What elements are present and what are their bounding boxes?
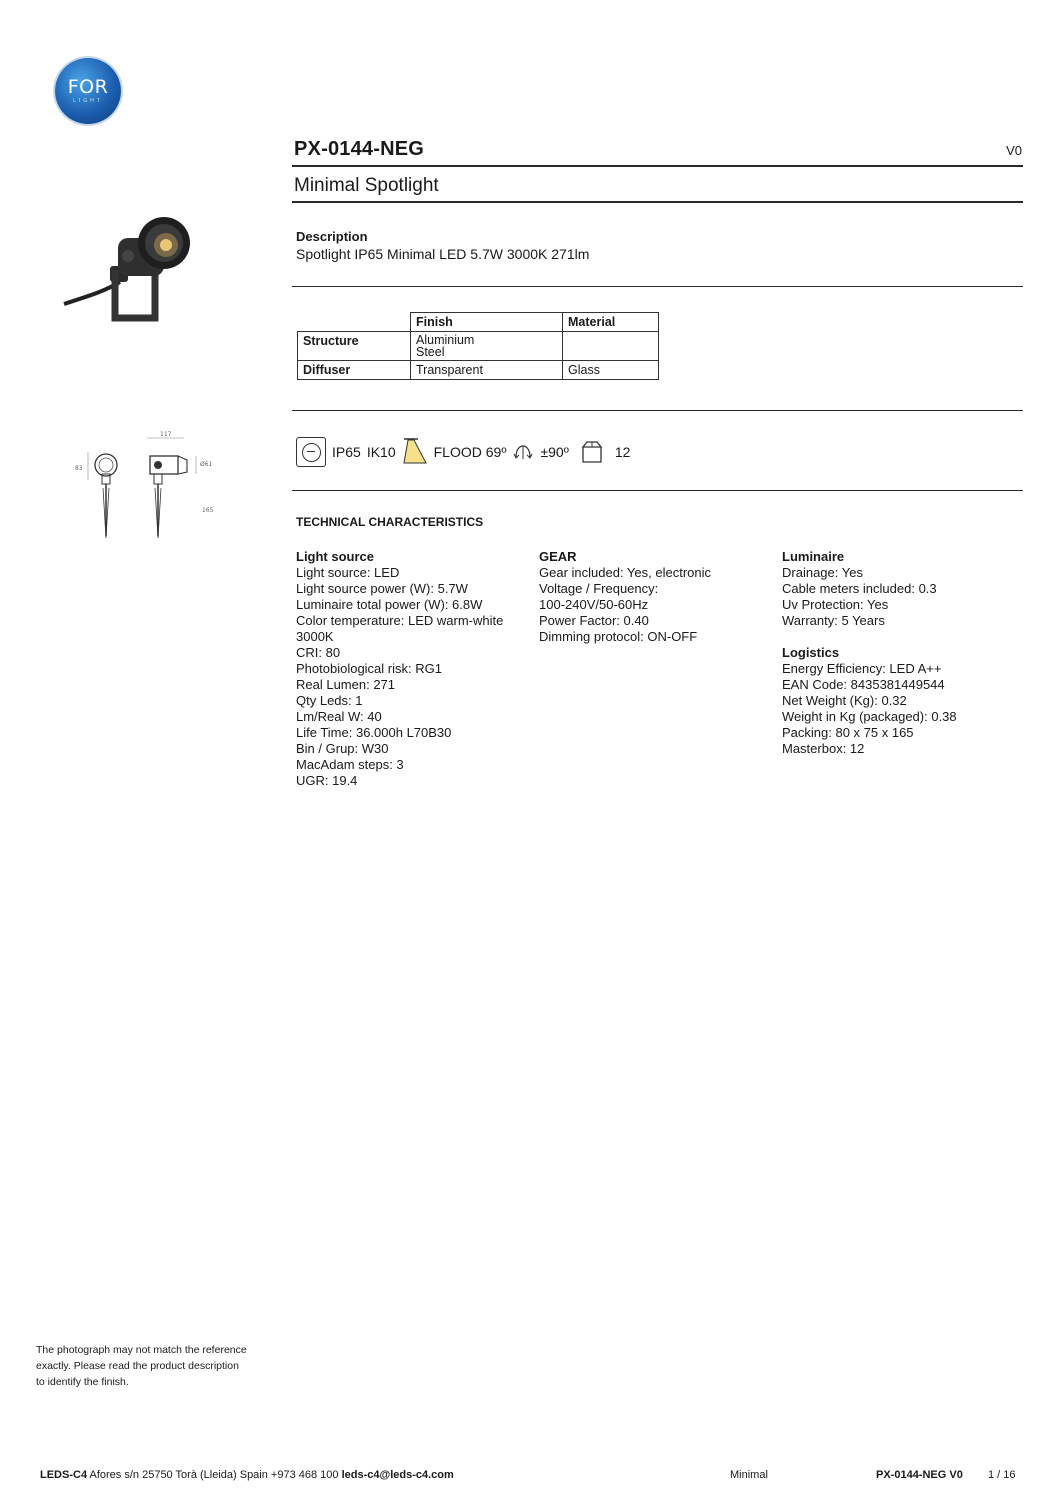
spec-line: Warranty: 5 Years: [782, 613, 885, 628]
flood-beam-icon: [402, 437, 428, 467]
dim-right: Ø61: [200, 461, 213, 468]
spec-line: Lm/Real W: 40: [296, 709, 382, 724]
luminaire-heading: Luminaire: [782, 549, 845, 564]
footer-company: [40, 1469, 454, 1481]
material-cell: [563, 332, 659, 361]
disclaimer-line: The photograph may not match the reference: [36, 1344, 247, 1356]
spec-line: CRI: 80: [296, 645, 341, 660]
spec-line: Bin / Grup: W30: [296, 741, 389, 756]
spec-line: Energy Efficiency: LED A++: [782, 661, 942, 676]
spec-line: Voltage / Frequency:: [539, 581, 659, 596]
description-heading: Description: [296, 229, 368, 244]
version-label: V0: [1006, 143, 1022, 158]
spec-line: Real Lumen: 271: [296, 677, 396, 692]
disclaimer-line: to identify the finish.: [36, 1376, 129, 1388]
spec-line: Qty Leds: 1: [296, 693, 363, 708]
table-divider: [292, 410, 1023, 411]
product-photo: [58, 208, 218, 328]
company-email[interactable]: leds-c4@leds-c4.com: [341, 1469, 454, 1481]
spec-line: Power Factor: 0.40: [539, 613, 649, 628]
finish-cell: [411, 332, 563, 361]
materials-table: [297, 312, 659, 380]
finish-line: Aluminium: [416, 333, 475, 347]
photo-disclaimer: [36, 1342, 266, 1390]
spec-line: Gear included: Yes, electronic: [539, 565, 711, 580]
footer-code: PX-0144-NEG V0: [876, 1469, 963, 1481]
spec-line: Luminaire total power (W): 6.8W: [296, 597, 483, 612]
spec-line: Light source: LED: [296, 565, 400, 580]
column-header-material: Material: [563, 313, 659, 332]
masterbox-icon: [581, 440, 603, 464]
light-source-heading: Light source: [296, 549, 375, 564]
spec-line: 3000K: [296, 629, 334, 644]
spec-line: UGR: 19.4: [296, 773, 358, 788]
dim-bottom: 165: [202, 507, 214, 514]
icons-divider: [292, 490, 1023, 491]
technical-heading: TECHNICAL CHARACTERISTICS: [296, 515, 484, 529]
beam-angle: FLOOD 69º: [433, 444, 507, 460]
table-row: [298, 361, 659, 380]
header-divider: [292, 165, 1023, 167]
ip-protection-icon: [296, 437, 326, 467]
spec-line: Life Time: 36.000h L70B30: [296, 725, 452, 740]
description-text: Spotlight IP65 Minimal LED 5.7W 3000K 271lm: [296, 246, 590, 262]
finish-cell: Transparent: [411, 361, 563, 380]
spec-line: Net Weight (Kg): 0.32: [782, 693, 907, 708]
spec-line: Cable meters included: 0.3: [782, 581, 937, 596]
row-header-diffuser: Diffuser: [298, 361, 411, 380]
product-name: Minimal Spotlight: [294, 175, 439, 196]
spec-line: Masterbox: 12: [782, 741, 865, 756]
masterbox-count: 12: [614, 444, 631, 460]
spec-line: EAN Code: 8435381449544: [782, 677, 945, 692]
luminaire-column: [782, 549, 1022, 757]
dim-left: 83: [75, 465, 83, 472]
material-cell: Glass: [563, 361, 659, 380]
company-address: Afores s/n 25750 Torà (Lleida) Spain +973 468 100: [87, 1469, 342, 1481]
gear-heading: GEAR: [539, 549, 577, 564]
logistics-heading: Logistics: [782, 645, 840, 660]
table-corner: [298, 313, 411, 332]
feature-icons-row: [296, 437, 636, 467]
spec-line: MacAdam steps: 3: [296, 757, 404, 772]
tilt-angle: ±90º: [540, 444, 569, 460]
logo-text: FOR: [67, 76, 109, 98]
spec-line: 100-240V/50-60Hz: [539, 597, 649, 612]
page-number: 1 / 16: [988, 1469, 1016, 1481]
gear-column: [539, 549, 769, 645]
logo-subtext: LIGHT: [73, 98, 103, 104]
spec-line: Color temperature: LED warm-white: [296, 613, 504, 628]
table-row: [298, 313, 659, 332]
table-row: [298, 332, 659, 361]
brand-logo: [55, 58, 121, 124]
spec-line: Photobiological risk: RG1: [296, 661, 442, 676]
spec-line: Drainage: Yes: [782, 565, 863, 580]
spec-line: Dimming protocol: ON-OFF: [539, 629, 698, 644]
column-header-finish: Finish: [411, 313, 563, 332]
spacer: [782, 629, 1022, 645]
product-code: PX-0144-NEG: [294, 138, 425, 160]
disclaimer-line: exactly. Please read the product description: [36, 1360, 239, 1372]
finish-line: Steel: [416, 345, 445, 359]
row-header-structure: Structure: [298, 332, 411, 361]
company-name: LEDS-C4: [40, 1469, 88, 1481]
spec-line: Weight in Kg (packaged): 0.38: [782, 709, 957, 724]
ip-rating: IP65: [332, 444, 361, 460]
tilt-rotation-icon: [512, 443, 534, 461]
description-divider: [292, 286, 1023, 287]
subtitle-divider: [292, 201, 1023, 203]
spec-line: Packing: 80 x 75 x 165: [782, 725, 914, 740]
footer-family: Minimal: [730, 1469, 768, 1481]
technical-drawing: [72, 428, 222, 543]
ik-rating: IK10: [366, 444, 396, 460]
light-source-column: [296, 549, 526, 789]
spec-line: Uv Protection: Yes: [782, 597, 889, 612]
dim-top: 117: [160, 431, 172, 438]
spec-line: Light source power (W): 5.7W: [296, 581, 468, 596]
